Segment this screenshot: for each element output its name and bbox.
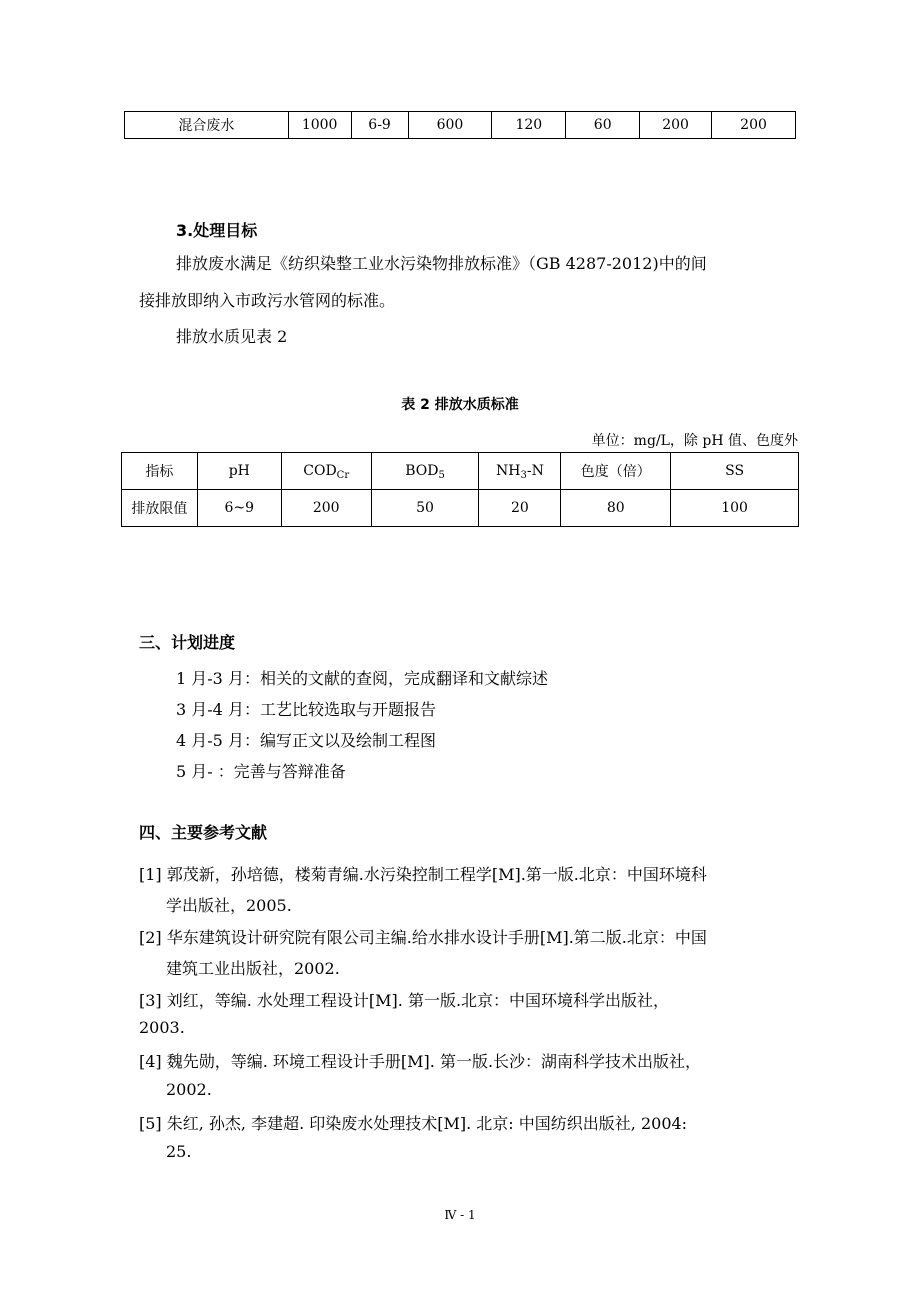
table-cell: 50 xyxy=(371,490,479,527)
table-cell: 200 xyxy=(712,112,796,139)
discharge-standard-table xyxy=(121,452,799,527)
schedule-item: 4 月-5 月：编写正文以及绘制工程图 xyxy=(176,731,436,750)
subscript: 3 xyxy=(520,470,527,481)
reference-line: [5] 朱红, 孙杰, 李建超. 印染废水处理技术[M]. 北京: 中国纺织出版社, 2004: xyxy=(139,1114,688,1133)
table-caption: 表 2 排放水质标准 xyxy=(401,397,519,413)
table-unit-note: 单位：mg/L，除 pH 值、色度外 xyxy=(591,433,798,449)
reference-line: 25. xyxy=(166,1142,192,1161)
header-cell xyxy=(281,453,371,490)
table-cell: 6-9 xyxy=(351,112,408,139)
subscript: 5 xyxy=(438,470,445,481)
influent-water-table xyxy=(124,111,796,139)
header-text: BOD xyxy=(405,463,439,479)
subscript: Cr xyxy=(336,470,350,481)
table-cell: 混合废水 xyxy=(125,112,289,139)
table-cell: 80 xyxy=(561,490,671,527)
header-cell: 色度（倍） xyxy=(561,453,671,490)
table-cell: 200 xyxy=(640,112,712,139)
table-cell: 120 xyxy=(492,112,566,139)
reference-line: [4] 魏先勋，等编. 环境工程设计手册[M]. 第一版.长沙：湖南科学技术出版社， xyxy=(139,1052,702,1071)
reference-line: [1] 郭茂新，孙培德，楼菊青编.水污染控制工程学[M].第一版.北京：中国环境科 xyxy=(139,865,707,884)
reference-line: 2003. xyxy=(139,1018,185,1037)
header-text: NH xyxy=(496,463,521,479)
page-number: Ⅳ - 1 xyxy=(444,1208,476,1222)
reference-line: [2] 华东建筑设计研究院有限公司主编.给水排水设计手册[M].第二版.北京：中国 xyxy=(139,928,707,947)
reference-line: 学出版社，2005. xyxy=(166,896,292,915)
header-cell: pH xyxy=(197,453,281,490)
table-header-row xyxy=(122,453,799,490)
table-row xyxy=(122,490,799,527)
table-cell: 200 xyxy=(281,490,371,527)
section-heading-plan: 三、计划进度 xyxy=(139,633,236,652)
table-cell: 20 xyxy=(479,490,561,527)
header-cell xyxy=(371,453,479,490)
table-cell: 100 xyxy=(671,490,799,527)
header-text: COD xyxy=(303,463,337,479)
section-heading-treatment-goal: 3.处理目标 xyxy=(176,221,258,240)
paragraph-line: 排放废水满足《纺织染整工业水污染物排放标准》（GB 4287-2012)中的间 xyxy=(176,254,707,273)
table-cell: 60 xyxy=(566,112,640,139)
table-cell: 1000 xyxy=(288,112,351,139)
header-cell: 指标 xyxy=(122,453,198,490)
reference-line: 建筑工业出版社，2002. xyxy=(166,959,340,978)
table-row xyxy=(125,112,796,139)
table-cell: 6~9 xyxy=(197,490,281,527)
paragraph-line: 排放水质见表 2 xyxy=(176,327,288,346)
reference-line: 2002. xyxy=(166,1080,212,1099)
table-cell: 排放限值 xyxy=(122,490,198,527)
table-cell: 600 xyxy=(408,112,492,139)
section-heading-references: 四、主要参考文献 xyxy=(139,823,268,842)
header-cell: SS xyxy=(671,453,799,490)
header-text: -N xyxy=(526,463,544,479)
reference-line: [3] 刘红，等编. 水处理工程设计[M]. 第一版.北京：中国环境科学出版社， xyxy=(139,991,670,1010)
paragraph-line: 接排放即纳入市政污水管网的标准。 xyxy=(139,291,396,310)
schedule-item: 1 月-3 月：相关的文献的查阅，完成翻译和文献综述 xyxy=(176,669,548,688)
schedule-item: 5 月- ：完善与答辩准备 xyxy=(176,762,346,781)
schedule-item: 3 月-4 月：工艺比较选取与开题报告 xyxy=(176,700,436,719)
header-cell xyxy=(479,453,561,490)
